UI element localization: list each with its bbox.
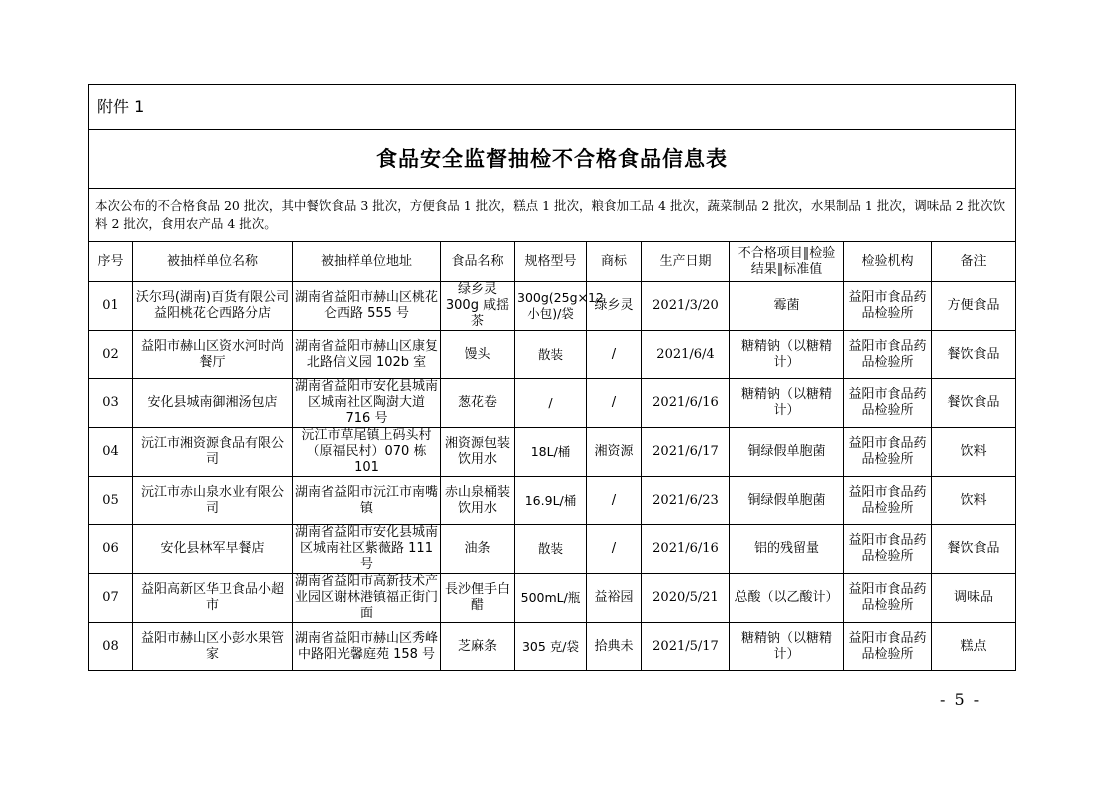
table-row [89, 623, 1016, 671]
table-row [89, 282, 1016, 331]
testing-agency-cell: 益阳市食品药品检验所 [844, 331, 932, 379]
food-name-cell: 绿乡灵 300g 咸揺茶 [441, 282, 515, 331]
table-row [89, 379, 1016, 428]
food-name-cell: 長沙俚手白醋 [441, 574, 515, 623]
specification-cell: 300g(25g×12 小包)/袋 [515, 282, 587, 331]
specification-cell: 散装 [515, 525, 587, 574]
production-date-cell: 2021/5/17 [642, 623, 730, 671]
specification-cell: 散装 [515, 331, 587, 379]
failed-item-cell: 铝的残留量 [730, 525, 844, 574]
remark-cell: 调味品 [932, 574, 1016, 623]
remark-cell: 方便食品 [932, 282, 1016, 331]
sampled-unit-name-cell: 沅江市赤山泉水业有限公司 [133, 477, 293, 525]
remark-cell: 糕点 [932, 623, 1016, 671]
column-header: 检验机构 [844, 242, 932, 282]
table-row [89, 525, 1016, 574]
row-number-cell: 04 [89, 428, 133, 477]
table-header-row [89, 242, 1016, 282]
row-number-cell: 08 [89, 623, 133, 671]
specification-cell: / [515, 379, 587, 428]
testing-agency-cell: 益阳市食品药品检验所 [844, 525, 932, 574]
column-header: 不合格项目‖检验结果‖标准值 [730, 242, 844, 282]
column-header: 食品名称 [441, 242, 515, 282]
specification-cell: 18L/桶 [515, 428, 587, 477]
food-name-cell: 油条 [441, 525, 515, 574]
table-row [89, 428, 1016, 477]
remark-cell: 餐饮食品 [932, 525, 1016, 574]
sampled-unit-address-cell: 湖南省益阳市赫山区桃花仑西路 555 号 [293, 282, 441, 331]
food-name-cell: 葱花卷 [441, 379, 515, 428]
column-header: 被抽样单位名称 [133, 242, 293, 282]
sampled-unit-address-cell: 湖南省益阳市安化县城南区城南社区紫薇路 111 号 [293, 525, 441, 574]
testing-agency-cell: 益阳市食品药品检验所 [844, 379, 932, 428]
table-row [89, 477, 1016, 525]
unqualified-food-table [88, 84, 1016, 671]
production-date-cell: 2021/6/17 [642, 428, 730, 477]
table-row [89, 574, 1016, 623]
failed-item-cell: 总酸（以乙酸计） [730, 574, 844, 623]
food-name-cell: 馒头 [441, 331, 515, 379]
sampled-unit-name-cell: 沃尔玛(湖南)百货有限公司益阳桃花仑西路分店 [133, 282, 293, 331]
column-header: 备注 [932, 242, 1016, 282]
sampled-unit-address-cell: 湖南省益阳市赫山区康复北路信义园 102b 室 [293, 331, 441, 379]
brand-cell: 益裕园 [587, 574, 642, 623]
brand-cell: 绿乡灵 [587, 282, 642, 331]
sampled-unit-name-cell: 沅江市湘资源食品有限公司 [133, 428, 293, 477]
food-name-cell: 芝麻条 [441, 623, 515, 671]
sampled-unit-address-cell: 湖南省益阳市高新技术产业园区谢林港镇福正街门面 [293, 574, 441, 623]
sampled-unit-name-cell: 安化县城南御湘汤包店 [133, 379, 293, 428]
row-number-cell: 02 [89, 331, 133, 379]
row-number-cell: 07 [89, 574, 133, 623]
row-number-cell: 06 [89, 525, 133, 574]
specification-cell: 305 克/袋 [515, 623, 587, 671]
failed-item-cell: 霉菌 [730, 282, 844, 331]
testing-agency-cell: 益阳市食品药品检验所 [844, 282, 932, 331]
column-header: 生产日期 [642, 242, 730, 282]
brand-cell: / [587, 379, 642, 428]
production-date-cell: 2020/5/21 [642, 574, 730, 623]
failed-item-cell: 铜绿假单胞菌 [730, 477, 844, 525]
production-date-cell: 2021/3/20 [642, 282, 730, 331]
testing-agency-cell: 益阳市食品药品检验所 [844, 477, 932, 525]
food-name-cell: 赤山泉桶装饮用水 [441, 477, 515, 525]
column-header: 被抽样单位地址 [293, 242, 441, 282]
specification-cell: 16.9L/桶 [515, 477, 587, 525]
remark-cell: 餐饮食品 [932, 331, 1016, 379]
column-header: 规格型号 [515, 242, 587, 282]
remark-cell: 饮料 [932, 477, 1016, 525]
brand-cell: 湘资源 [587, 428, 642, 477]
sampled-unit-name-cell: 益阳高新区华卫食品小超市 [133, 574, 293, 623]
brand-cell: / [587, 477, 642, 525]
sampled-unit-address-cell: 湖南省益阳市沅江市南嘴镇 [293, 477, 441, 525]
testing-agency-cell: 益阳市食品药品检验所 [844, 428, 932, 477]
table-row [89, 331, 1016, 379]
production-date-cell: 2021/6/4 [642, 331, 730, 379]
brand-cell: / [587, 525, 642, 574]
testing-agency-cell: 益阳市食品药品检验所 [844, 574, 932, 623]
remark-cell: 餐饮食品 [932, 379, 1016, 428]
row-number-cell: 03 [89, 379, 133, 428]
production-date-cell: 2021/6/16 [642, 379, 730, 428]
page-number: - 5 - [940, 690, 982, 709]
attachment-label: 附件 1 [89, 85, 1016, 130]
testing-agency-cell: 益阳市食品药品检验所 [844, 623, 932, 671]
row-number-cell: 05 [89, 477, 133, 525]
column-header: 序号 [89, 242, 133, 282]
failed-item-cell: 糖精钠（以糖精计） [730, 379, 844, 428]
table-title: 食品安全监督抽检不合格食品信息表 [89, 130, 1016, 189]
column-header: 商标 [587, 242, 642, 282]
brand-cell: / [587, 331, 642, 379]
document [88, 84, 1015, 671]
failed-item-cell: 糖精钠（以糖精计） [730, 623, 844, 671]
production-date-cell: 2021/6/23 [642, 477, 730, 525]
sampled-unit-address-cell: 沅江市草尾镇上码头村（原福民村）070 栋 101 [293, 428, 441, 477]
food-name-cell: 湘资源包装饮用水 [441, 428, 515, 477]
specification-cell: 500mL/瓶 [515, 574, 587, 623]
failed-item-cell: 铜绿假单胞菌 [730, 428, 844, 477]
sampled-unit-name-cell: 益阳市赫山区小彭水果管家 [133, 623, 293, 671]
failed-item-cell: 糖精钠（以糖精计） [730, 331, 844, 379]
sampled-unit-name-cell: 益阳市赫山区资水河时尚餐厅 [133, 331, 293, 379]
summary-text: 本次公布的不合格食品 20 批次，其中餐饮食品 3 批次，方便食品 1 批次，糕点 1 批次，粮食加工品 4 批次，蔬菜制品 2 批次，水果制品 1 批次，调味品 2 批次饮料 2 批次，食用农产品 4 批次。 [89, 189, 1016, 242]
brand-cell: 拾典未 [587, 623, 642, 671]
row-number-cell: 01 [89, 282, 133, 331]
sampled-unit-address-cell: 湖南省益阳市赫山区秀峰中路阳光馨庭苑 158 号 [293, 623, 441, 671]
sampled-unit-address-cell: 湖南省益阳市安化县城南区城南社区陶澍大道 716 号 [293, 379, 441, 428]
production-date-cell: 2021/6/16 [642, 525, 730, 574]
remark-cell: 饮料 [932, 428, 1016, 477]
sampled-unit-name-cell: 安化县林军早餐店 [133, 525, 293, 574]
